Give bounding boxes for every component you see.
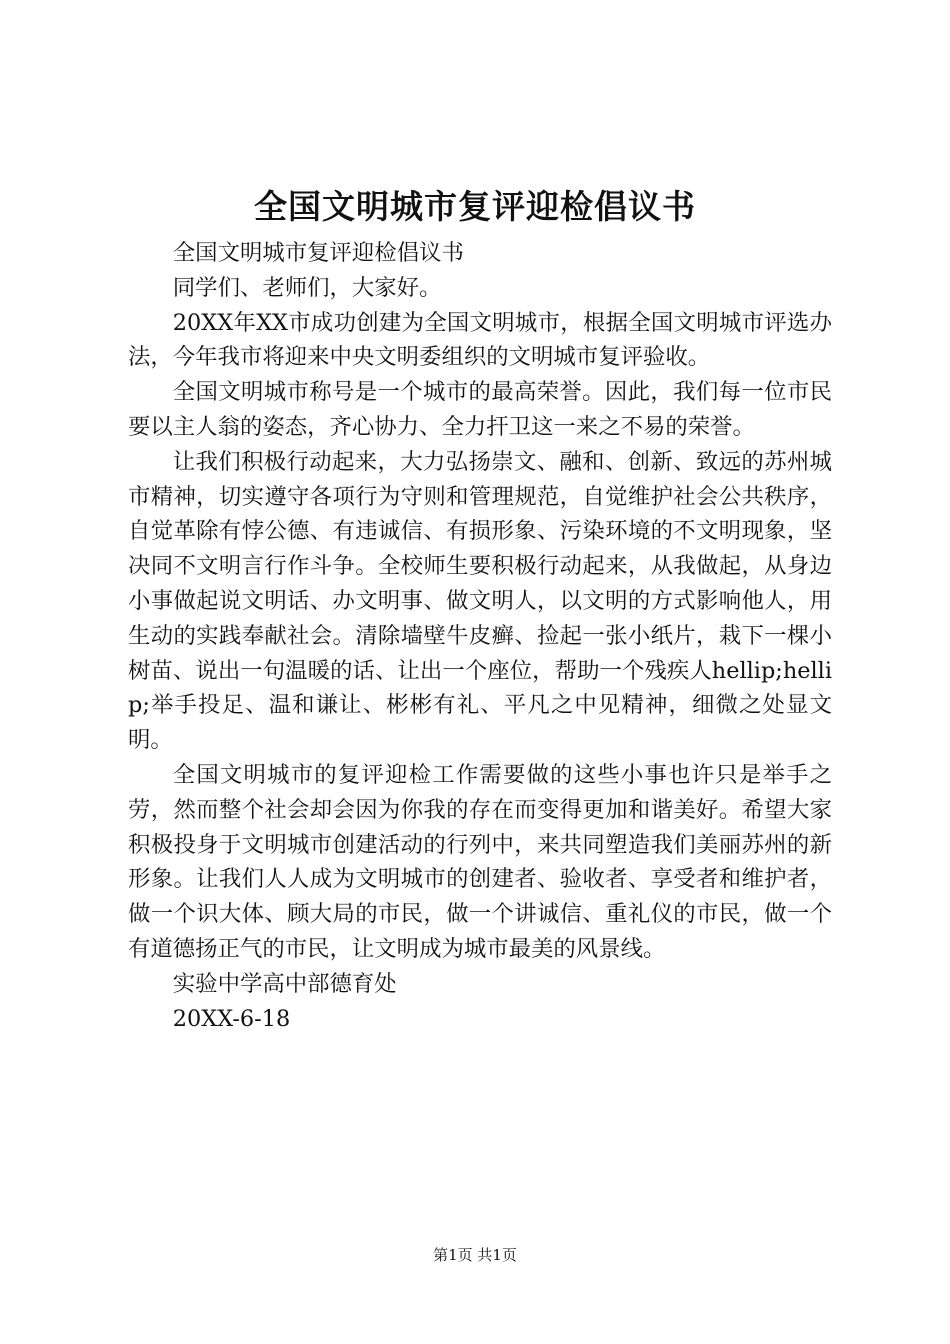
subtitle-line: 全国文明城市复评迎检倡议书 [172,240,464,266]
signature-line: 实验中学高中部德育处 [172,970,397,997]
document-title: 全国文明城市复评迎检倡议书 [254,187,696,226]
paragraph-honor: 全国文明城市称号是一个城市的最高荣誉。因此，我们每一位市民要以主人翁的姿态，齐心协力、全力扞卫这一来之不易的荣誉。 [128,379,832,440]
document-body [128,236,832,1036]
paragraph-closing: 全国文明城市的复评迎检工作需要做的这些小事也许只是举手之劳，然而整个社会却会因为你我的存在而变得更加和谐美好。希望大家积极投身于文明城市创建活动的行列中，来共同塑造我们美丽苏州的新形象。让我们人人成为文明城市的创建者、验收者、享受者和维护者，做一个识大体、顾大局的市民，做一个讲诚信、重礼仪的市民，做一个有道德扬正气的市民，让文明成为城市最美的风景线。 [128,761,832,962]
greeting-line: 同学们、老师们，大家好。 [172,274,442,301]
paragraph-intro: 20XX年XX市成功创建为全国文明城市，根据全国文明城市评选办法，今年我市将迎来中央文明委组织的文明城市复评验收。 [128,309,832,371]
page-footer: 第1页 共1页 [433,1246,517,1264]
date-line: 20XX-6-18 [172,1005,291,1032]
paragraph-action: 让我们积极行动起来，大力弘扬崇文、融和、创新、致远的苏州城市精神，切实遵守各项行为守则和管理规范，自觉维护社会公共秩序，自觉革除有悖公德、有违诚信、有损形象、污染环境的不文明现象，坚决同不文明言行作斗争。全校师生要积极行动起来，从我做起，从身边小事做起说文明话、办文明事、做文明人，以文明的方式影响他人，用生动的实践奉献社会。清除墙壁牛皮癣、捡起一张小纸片，栽下一棵小树苗、说出一句温暖的话、让出一个座位，帮助一个残疾人hellip;hellip;举手投足、温和谦让、彬彬有礼、平凡之中见精神，细微之处显文明。 [128,448,832,754]
